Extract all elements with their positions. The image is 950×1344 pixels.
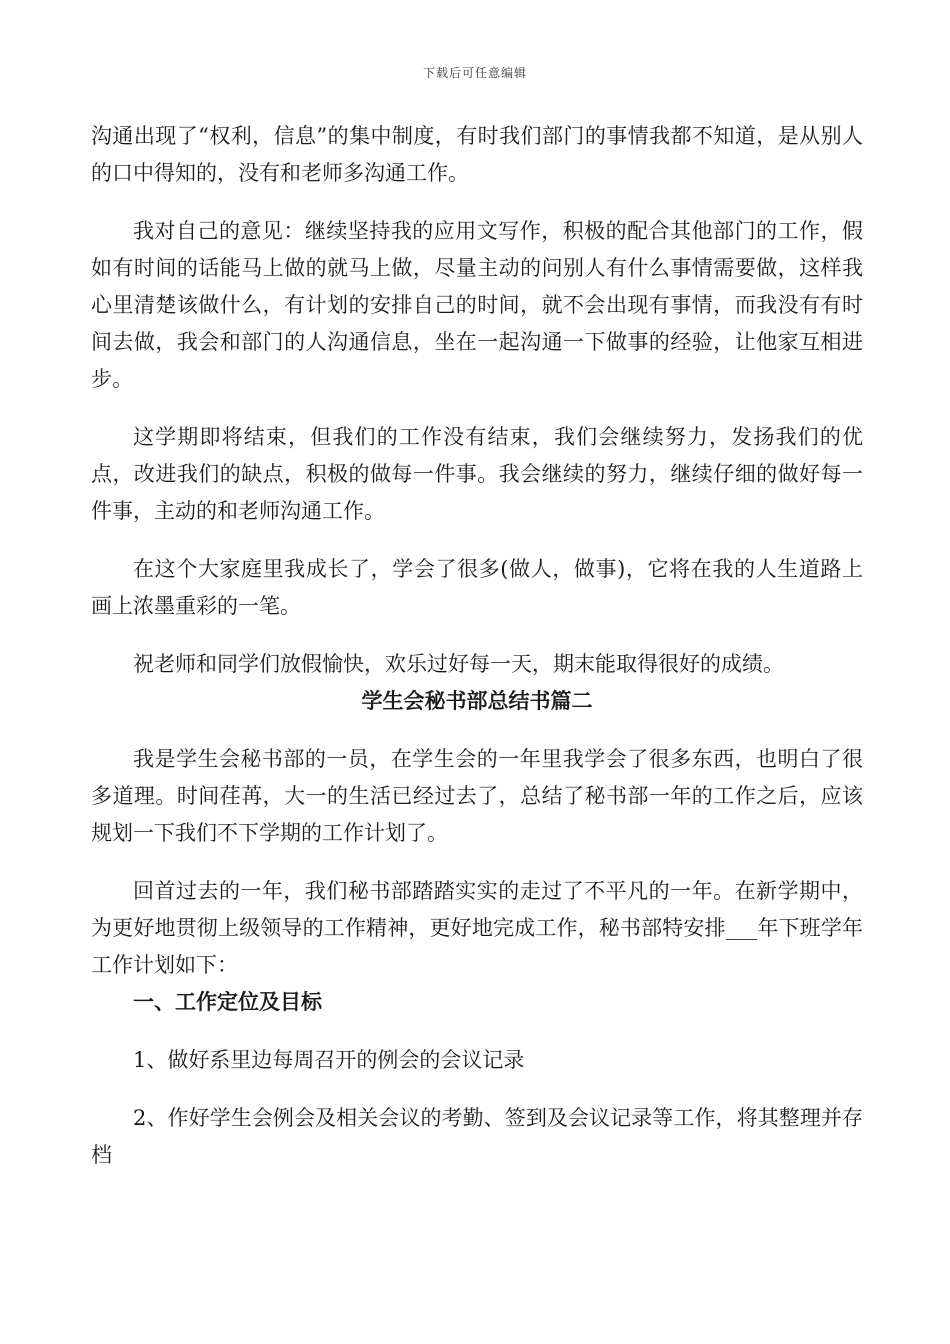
paragraph: 我对自己的意见：继续坚持我的应用文写作，积极的配合其他部门的工作，假如有时间的话能马上做的就马上做，尽量主动的问别人有什么事情需要做，这样我心里清楚该做什么，有计划的安排自己的时间，就不会出现有事情，而我没有有时间去做，我会和部门的人沟通信息，坐在一起沟通一下做事的经验，让他家互相进步。 <box>91 219 863 391</box>
paragraph: 沟通出现了“权利，信息”的集中制度，有时我们部门的事情我都不知道，是从别人的口中得知的，没有和老师多沟通工作。 <box>91 124 863 185</box>
paragraph: 在这个大家庭里我成长了，学会了很多(做人，做事)，它将在我的人生道路上画上浓墨重彩的一笔。 <box>91 557 863 618</box>
paragraph: 我是学生会秘书部的一员，在学生会的一年里我学会了很多东西，也明白了很多道理。时间荏苒，大一的生活已经过去了，总结了秘书部一年的工作之后，应该规划一下我们不下学期的工作计划了。 <box>91 747 863 845</box>
document-body <box>91 118 863 1174</box>
paragraph: 祝老师和同学们放假愉快，欢乐过好每一天，期末能取得很好的成绩。 <box>133 652 784 676</box>
section-heading: 一、工作定位及目标 <box>133 990 322 1014</box>
list-item: 2、作好学生会例会及相关会议的考勤、签到及会议记录等工作，将其整理并存档 <box>91 1106 863 1167</box>
page-header: 下载后可任意编辑 <box>422 66 527 80</box>
paragraph: 回首过去的一年，我们秘书部踏踏实实的走过了不平凡的一年。在新学期中，为更好地贯彻上级领导的工作精神，更好地完成工作，秘书部特安排___年下班学年工作计划如下： <box>91 879 863 977</box>
paragraph: 这学期即将结束，但我们的工作没有结束，我们会继续努力，发扬我们的优点，改进我们的缺点，积极的做每一件事。我会继续的努力，继续仔细的做好每一件事，主动的和老师沟通工作。 <box>91 425 863 523</box>
list-item: 1、做好系里边每周召开的例会的会议记录 <box>133 1048 525 1072</box>
section-title: 学生会秘书部总结书篇二 <box>361 689 593 713</box>
